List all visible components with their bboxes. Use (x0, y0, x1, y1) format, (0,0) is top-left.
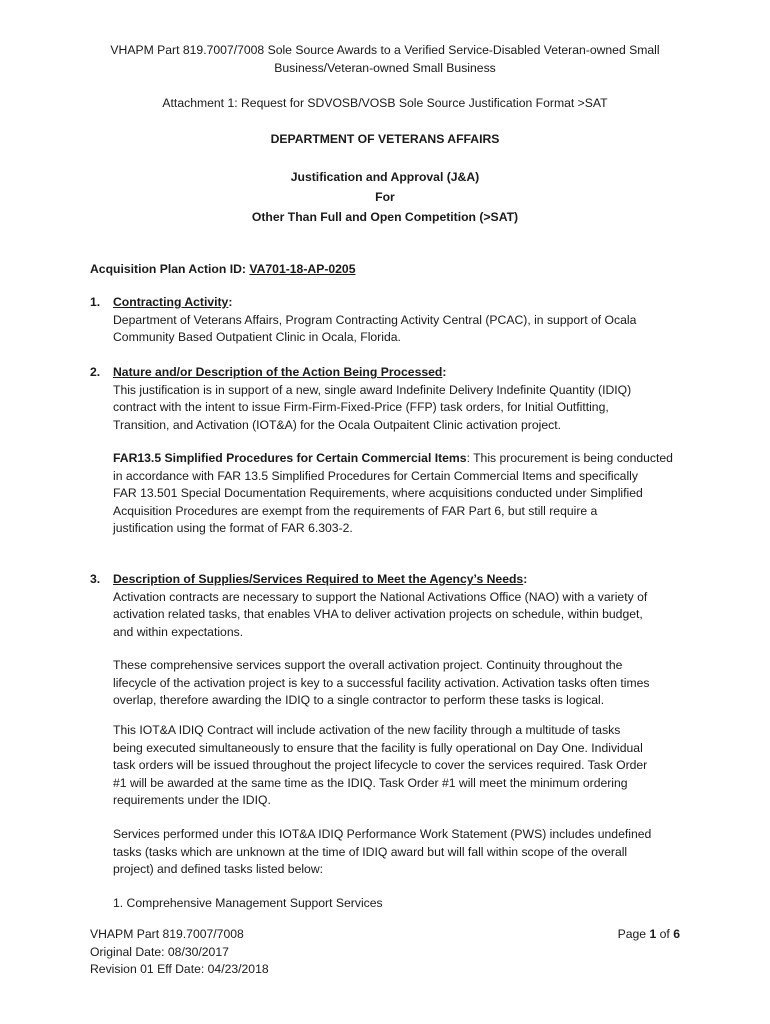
section-3-p3-line-5: requirements under the IDIQ. (113, 793, 271, 808)
section-3-paragraph-4 (113, 826, 673, 879)
far-line-2: in accordance with FAR 13.5 Simplified Procedures for Certain Commercial Items and specifically (113, 468, 638, 483)
section-3-heading: Description of Supplies/Services Required to Meet the Agency’s Needs (113, 572, 524, 586)
section-3-p2-line-1: These comprehensive services support the overall activation project. Continuity throughout the (113, 658, 623, 672)
section-2-heading: Nature and/or Description of the Action Being Processed (113, 365, 443, 379)
department-title: DEPARTMENT OF VETERANS AFFAIRS (270, 132, 500, 146)
ja-title-line-2: For (375, 190, 395, 204)
section-3-p3-line-1: This IOT&A IDIQ Contract will include activation of the new facility through a multitude of tasks (113, 723, 621, 737)
section-2-p1-line-3: Transition, and Activation (IOT&A) for the Ocala Outpaitent Clinic activation project. (113, 417, 561, 432)
page-number: Page 1 of 6 (617, 927, 680, 941)
list-item-1: 1. Comprehensive Management Support Services (113, 896, 383, 910)
far-line-4: Acquisition Procedures are exempt from the requirements of FAR Part 6, but still require a (113, 503, 598, 518)
document-header (60, 41, 710, 77)
section-2-p1-line-1: This justification is in support of a new, single award Indefinite Delivery Indefinite Quantity (IDIQ) (113, 382, 632, 397)
far-line-5: justification using the format of FAR 6.303-2. (113, 521, 353, 536)
header-line-1: VHAPM Part 819.7007/7008 Sole Source Awards to a Verified Service-Disabled Veteran-owned Small (110, 43, 660, 57)
section-3-p1-line-2: activation related tasks, that enables VHA to deliver activation projects on schedule, within budget, (113, 607, 643, 622)
section-3-p3-line-4: #1 will be awarded at the same time as the IDIQ. Task Order #1 will meet the minimum ordering (113, 775, 628, 790)
section-1-number: 1. (90, 295, 101, 309)
header-line-2: Business/Veteran-owned Small Business (274, 61, 496, 75)
section-2-number: 2. (90, 365, 101, 379)
section-3-number: 3. (90, 572, 101, 586)
section-1-body-line-2: Community Based Outpatient Clinic in Ocala, Florida. (113, 330, 401, 345)
far-paragraph: FAR13.5 Simplified Procedures for Certain Commercial Items: This procurement is being conducted in accordance with FAR 13.5 Simplified Procedures for Certain Commercial Items and specifically FAR 13.501 Special Documentation Requirements, where acquisitions conducted under Simplified Acquisition Procedures are exempt from the requirements of FAR Part 6, but still require a justification using the format of FAR 6.303-2. (113, 450, 673, 538)
ja-title-line-3: Other Than Full and Open Competition (>SAT) (251, 210, 519, 224)
ja-title-line-1: Justification and Approval (J&A) (290, 170, 480, 184)
section-3-p4-line-3: project) and defined tasks listed below: (113, 862, 324, 877)
document-footer (90, 926, 269, 979)
total-pages: 6 (673, 927, 680, 941)
section-3-p1-line-3: and within expectations. (113, 624, 244, 639)
section-1: Contracting Activity: Department of Veterans Affairs, Program Contracting Activity Central (PCAC), in support of Ocala Community Based Outpatient Clinic in Ocala, Florida. (113, 294, 673, 347)
section-3-p4-line-1: Services performed under this IOT&A IDIQ Performance Work Statement (PWS) includes undefined (113, 827, 652, 841)
attachment-line: Attachment 1: Request for SDVOSB/VOSB Sole Source Justification Format >SAT (162, 96, 608, 110)
far-line-3: FAR 13.501 Special Documentation Requirements, where acquisitions conducted under Simplified (113, 486, 643, 501)
section-3: Description of Supplies/Services Required to Meet the Agency’s Needs: Activation contracts are necessary to support the National Activations Office (NAO) with a variety of activation related tasks, that enables VHA to deliver activation projects on schedule, within budget, and within expectations. (113, 571, 673, 641)
section-3-p2-line-3: overlap, therefore awarding the IDIQ to a single contractor to perform these tasks is logical. (113, 693, 605, 708)
section-3-p3-line-2: being executed simultaneously to ensure that the facility is fully operational on Day One. Individual (113, 740, 643, 755)
acquisition-id-line (90, 261, 356, 279)
section-3-p4-line-2: tasks (tasks which are unknown at the time of IDIQ award but will fall within scope of the overall (113, 844, 628, 859)
section-3-p3-line-3: task orders will be issued throughout the project lifecycle to cover the services required. Task Order (113, 758, 648, 773)
far-heading: FAR13.5 Simplified Procedures for Certain Commercial Items (113, 451, 467, 465)
section-2: Nature and/or Description of the Action Being Processed: This justification is in support of a new, single award Indefinite Delivery Indefinite Quantity (IDIQ) contract with the intent to issue Firm-Firm-Fixed-Price (FFP) task orders, for Initial Outfitting, Transition, and Activation (IOT&A) for the Ocala Outpaitent Clinic activation project. (113, 364, 673, 434)
ja-title (60, 168, 710, 226)
acquisition-id-label: Acquisition Plan Action ID: (90, 262, 246, 276)
section-3-p2-line-2: lifecycle of the activation project is key to a successful facility activation. Activation tasks often times (113, 675, 650, 690)
current-page: 1 (649, 927, 657, 941)
section-3-paragraph-2 (113, 657, 673, 710)
section-2-p1-line-2: contract with the intent to issue Firm-Firm-Fixed-Price (FFP) task orders, for Initial Outfitting, (113, 400, 609, 415)
footer-line-1: VHAPM Part 819.7007/7008 (90, 927, 244, 941)
section-3-p1-line-1: Activation contracts are necessary to support the National Activations Office (NAO) with a variety of (113, 589, 648, 604)
acquisition-id-value: VA701-18-AP-0205 (249, 262, 356, 276)
footer-line-3: Revision 01 Eff Date: 04/23/2018 (90, 962, 269, 976)
section-1-heading: Contracting Activity (113, 295, 229, 309)
section-3-paragraph-3 (113, 722, 673, 810)
footer-line-2: Original Date: 08/30/2017 (90, 944, 229, 959)
section-1-body-line-1: Department of Veterans Affairs, Program Contracting Activity Central (PCAC), in support of Ocala (113, 312, 637, 327)
